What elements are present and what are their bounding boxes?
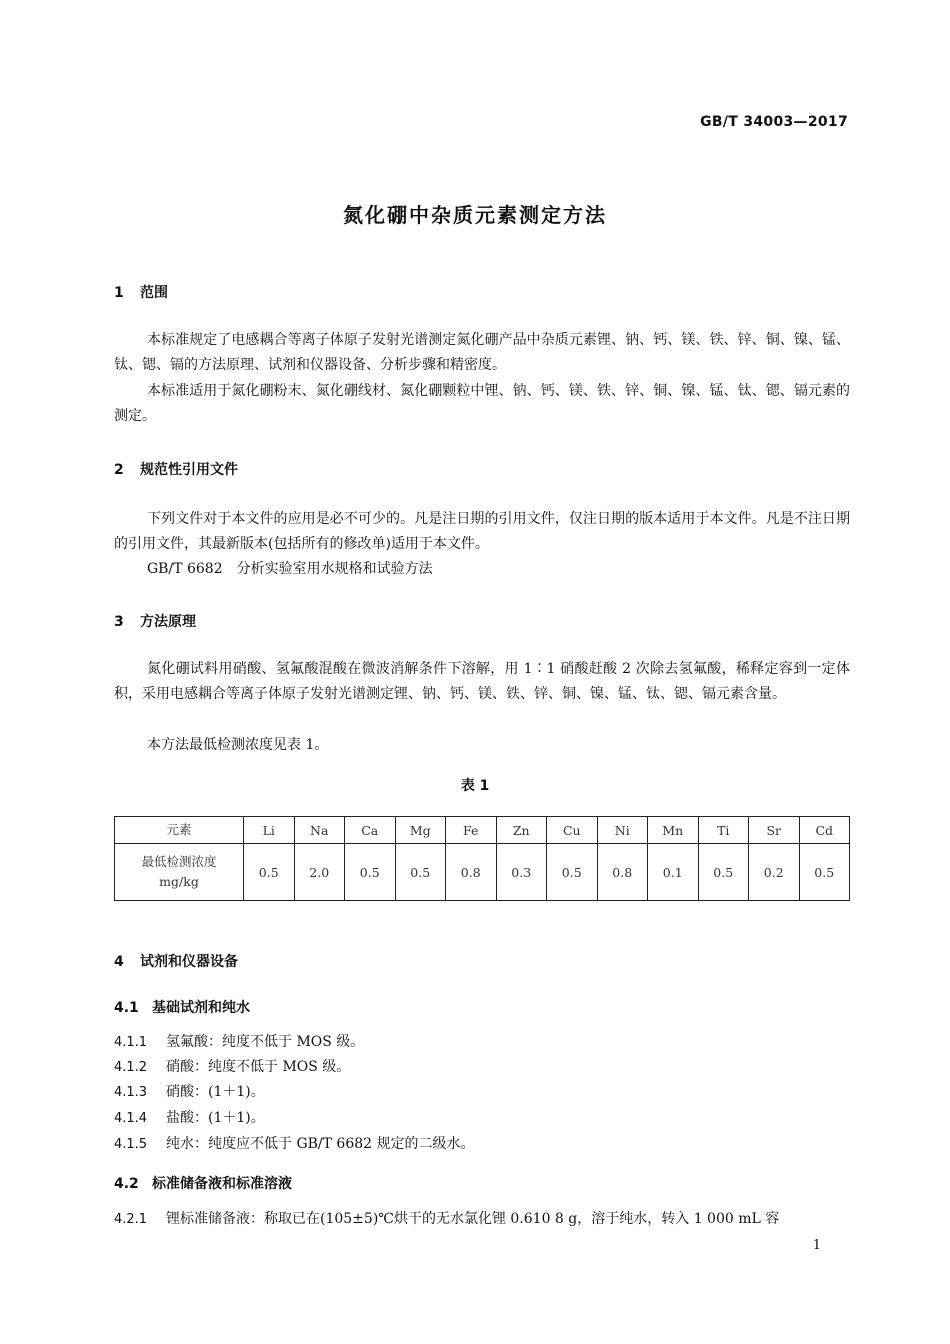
element-cell: Cu xyxy=(547,817,598,844)
value-cell: 0.5 xyxy=(345,844,396,901)
table-value-row xyxy=(115,844,850,901)
element-cell: Mg xyxy=(395,817,446,844)
section-1-paragraph-1: 本标准规定了电感耦合等离子体原子发射光谱测定氮化硼产品中杂质元素锂、钠、钙、镁、铁、锌、铜、镍、锰、钛、锶、镉的方法原理、试剂和仪器设备、分析步骤和精密度。 xyxy=(114,332,850,373)
element-cell: Cd xyxy=(799,817,850,844)
list-item xyxy=(114,1055,350,1080)
section-number: 4.1 xyxy=(114,1000,139,1016)
section-title: 规范性引用文件 xyxy=(140,462,238,478)
table-value-label xyxy=(115,844,244,901)
value-cell: 0.8 xyxy=(597,844,648,901)
section-title: 范围 xyxy=(140,285,168,301)
list-item xyxy=(114,1106,265,1131)
element-cell: Ca xyxy=(345,817,396,844)
section-title: 方法原理 xyxy=(140,614,196,630)
section-3-paragraph-1: 氮化硼试料用硝酸、氢氟酸混酸在微波消解条件下溶解，用 1∶1 硝酸赶酸 2 次除去氢氟酸，稀释定容到一定体积，采用电感耦合等离子体原子发射光谱测定锂、钠、钙、镁、铁、锌、铜、镍、锰、钛、锶、镉元素含量。 xyxy=(114,661,850,702)
standard-code: GB/T 34003—2017 xyxy=(700,114,848,130)
element-cell: Na xyxy=(294,817,345,844)
section-4-1-heading xyxy=(114,997,250,1017)
value-cell: 2.0 xyxy=(294,844,345,901)
value-label-line-2: mg/kg xyxy=(159,874,199,889)
element-cell: Zn xyxy=(496,817,547,844)
section-1-heading xyxy=(114,282,168,302)
table-header-label: 元素 xyxy=(115,817,244,844)
section-1-paragraph-2: 本标准适用于氮化硼粉末、氮化硼线材、氮化硼颗粒中锂、钠、钙、镁、铁、锌、铜、镍、锰、钛、锶、镉元素的测定。 xyxy=(114,383,850,424)
element-cell: Ti xyxy=(698,817,749,844)
table-header-row xyxy=(115,817,850,844)
section-number: 1 xyxy=(114,285,124,301)
item-text: 氢氟酸：纯度不低于 MOS 级。 xyxy=(166,1034,365,1050)
value-cell: 0.3 xyxy=(496,844,547,901)
normative-reference: GB/T 6682 分析实验室用水规格和试验方法 xyxy=(147,561,433,577)
item-text: 纯水：纯度应不低于 GB/T 6682 规定的二级水。 xyxy=(166,1136,475,1152)
item-number: 4.1.4 xyxy=(114,1111,148,1126)
section-number: 4 xyxy=(114,954,124,970)
section-title: 基础试剂和纯水 xyxy=(152,1000,250,1016)
section-3-heading xyxy=(114,611,196,631)
element-cell: Fe xyxy=(446,817,497,844)
section-title: 试剂和仪器设备 xyxy=(140,954,238,970)
list-item xyxy=(114,1207,779,1232)
section-number: 2 xyxy=(114,462,124,478)
value-cell: 0.5 xyxy=(698,844,749,901)
value-label-line-1: 最低检测浓度 xyxy=(141,854,217,869)
item-text: 盐酸：(1＋1)。 xyxy=(166,1110,265,1126)
value-cell: 0.5 xyxy=(547,844,598,901)
section-title: 标准储备液和标准溶液 xyxy=(152,1176,292,1192)
item-number: 4.1.5 xyxy=(114,1137,148,1152)
section-3-paragraph-2: 本方法最低检测浓度见表 1。 xyxy=(147,737,329,753)
section-number: 4.2 xyxy=(114,1176,139,1192)
section-2-paragraph-1: 下列文件对于本文件的应用是必不可少的。凡是注日期的引用文件，仅注日期的版本适用于本文件。凡是不注日期的引用文件，其最新版本(包括所有的修改单)适用于本文件。 xyxy=(114,511,850,552)
item-text: 锂标准储备液：称取已在(105±5)℃烘干的无水氯化锂 0.610 8 g，溶于纯水，转入 1 000 mL 容 xyxy=(166,1211,780,1227)
value-cell: 0.5 xyxy=(244,844,295,901)
element-cell: Mn xyxy=(648,817,699,844)
table-caption: 表 1 xyxy=(460,778,490,794)
item-number: 4.2.1 xyxy=(114,1212,148,1227)
value-cell: 0.2 xyxy=(749,844,800,901)
list-item xyxy=(114,1030,364,1055)
element-cell: Ni xyxy=(597,817,648,844)
value-cell: 0.5 xyxy=(395,844,446,901)
section-4-2-heading xyxy=(114,1173,292,1193)
item-text: 硝酸：纯度不低于 MOS 级。 xyxy=(166,1059,351,1075)
value-cell: 0.1 xyxy=(648,844,699,901)
item-text: 硝酸：(1＋1)。 xyxy=(166,1084,265,1100)
list-item xyxy=(114,1132,475,1157)
section-number: 3 xyxy=(114,614,124,630)
section-4-heading xyxy=(114,951,238,971)
document-title: 氮化硼中杂质元素测定方法 xyxy=(343,203,607,227)
page-number: 1 xyxy=(812,1238,821,1253)
item-number: 4.1.1 xyxy=(114,1035,148,1050)
list-item xyxy=(114,1080,265,1105)
item-number: 4.1.2 xyxy=(114,1060,148,1075)
value-cell: 0.5 xyxy=(799,844,850,901)
item-number: 4.1.3 xyxy=(114,1085,148,1100)
detection-limit-table xyxy=(114,816,850,901)
section-2-heading xyxy=(114,459,238,479)
element-cell: Li xyxy=(244,817,295,844)
value-cell: 0.8 xyxy=(446,844,497,901)
element-cell: Sr xyxy=(749,817,800,844)
